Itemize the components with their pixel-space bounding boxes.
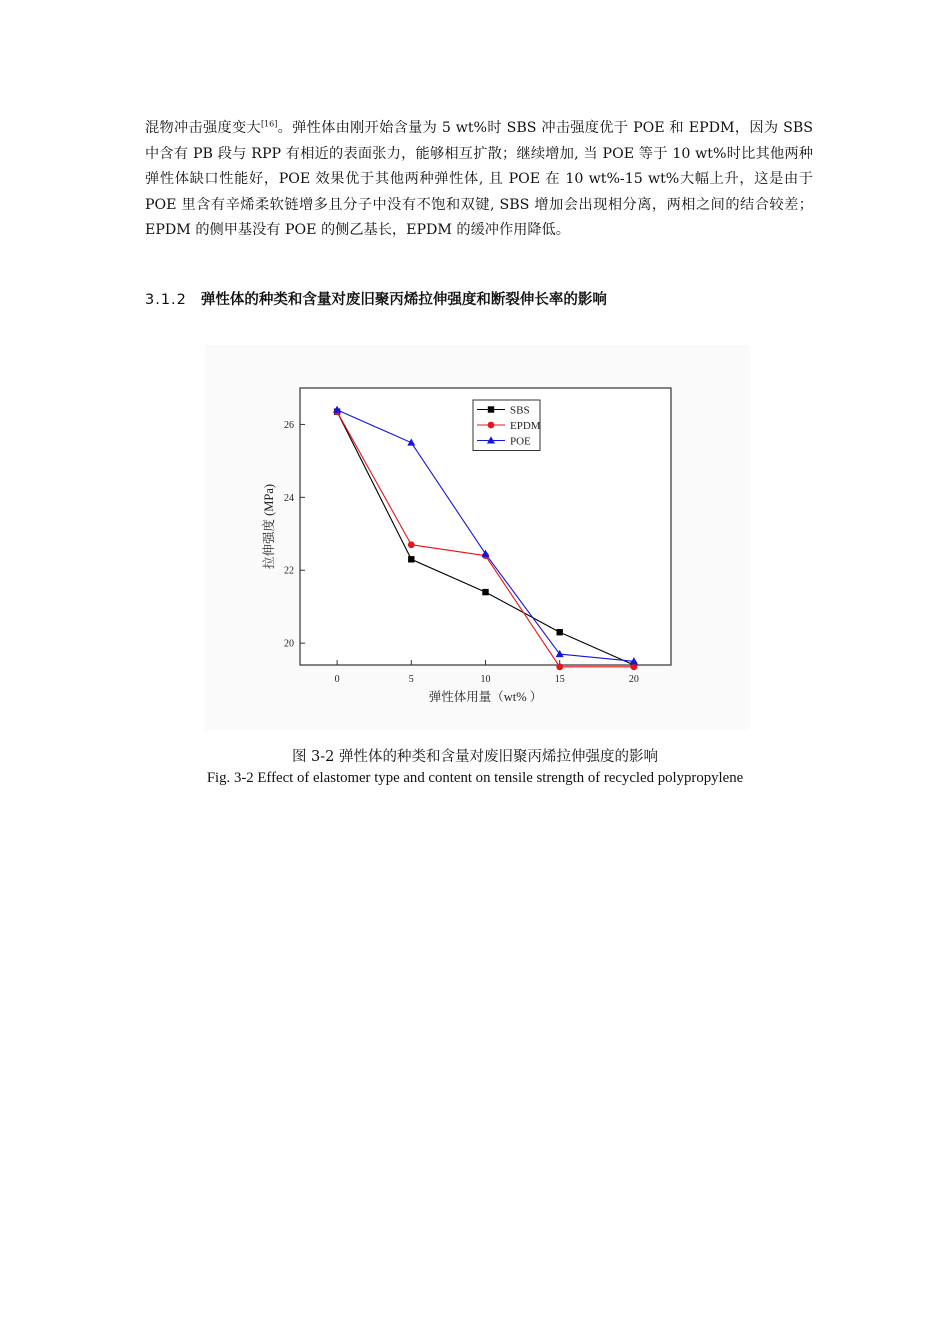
x-tick-label: 20	[628, 674, 639, 685]
figure-caption-cn: 图 3-2 弹性体的种类和含量对废旧聚丙烯拉伸强度的影响	[291, 749, 659, 765]
data-point-sbs	[482, 589, 488, 595]
legend-label-poe: POE	[510, 435, 531, 448]
figure-caption-en: Fig. 3-2 Effect of elastomer type and content on tensile strength of recycled polypropylene	[206, 770, 744, 786]
paragraph-text-start: 混物冲击强度变大	[145, 120, 261, 136]
data-point-epdm	[631, 663, 638, 670]
y-tick-label: 20	[284, 638, 294, 650]
data-point-epdm	[408, 541, 415, 548]
legend-label-epdm: EPDM	[510, 420, 541, 432]
y-axis-label: 拉伸强度 (MPa)	[262, 483, 276, 570]
citation-ref[interactable]: [16]	[260, 119, 278, 129]
legend-marker-sbs	[488, 406, 494, 412]
section-title: 弹性体的种类和含量对废旧聚丙烯拉伸强度和断裂伸长率的影响	[200, 292, 607, 308]
data-point-sbs	[408, 556, 414, 562]
y-tick-label: 22	[284, 565, 294, 577]
x-tick-label: 15	[554, 674, 565, 685]
paragraph-text-rest: 。弹性体由刚开始含量为 5 wt%时 SBS 冲击强度优于 POE 和 EPDM，因为 SBS 中含有 PB 段与 RPP 有相近的表面张力，能够相互扩散；继续增加, 当 POE 等于 10 wt%时比其他两种弹性体缺口性能好，POE 效果优于其他两种弹性体, 且 POE 在 10 wt%-15 wt%大幅上升，这是由于 POE 里含有辛烯柔软链增多且分子中没有不饱和双键, SBS 增加会出现相分离，两相之间的结合较差；EPDM 的侧甲基没有 POE 的侧乙基长，EPDM 的缓冲作用降低。	[145, 120, 813, 239]
y-tick-label: 26	[284, 419, 294, 431]
x-tick-label: 5	[408, 674, 414, 685]
legend-marker-epdm	[488, 422, 495, 429]
legend	[473, 400, 541, 451]
section-number: 3.1.2	[145, 292, 187, 308]
data-point-epdm	[556, 663, 563, 670]
legend-label-sbs: SBS	[510, 404, 530, 417]
section-heading	[145, 288, 607, 309]
x-tick-label: 10	[480, 674, 491, 685]
tensile-strength-chart	[205, 345, 750, 730]
y-tick-label: 24	[284, 492, 294, 504]
figure-chart	[205, 345, 750, 730]
body-paragraph	[145, 116, 813, 244]
data-point-sbs	[557, 629, 563, 635]
x-axis-label: 弹性体用量（wt% ）	[428, 690, 543, 704]
x-tick-label: 0	[334, 674, 340, 685]
